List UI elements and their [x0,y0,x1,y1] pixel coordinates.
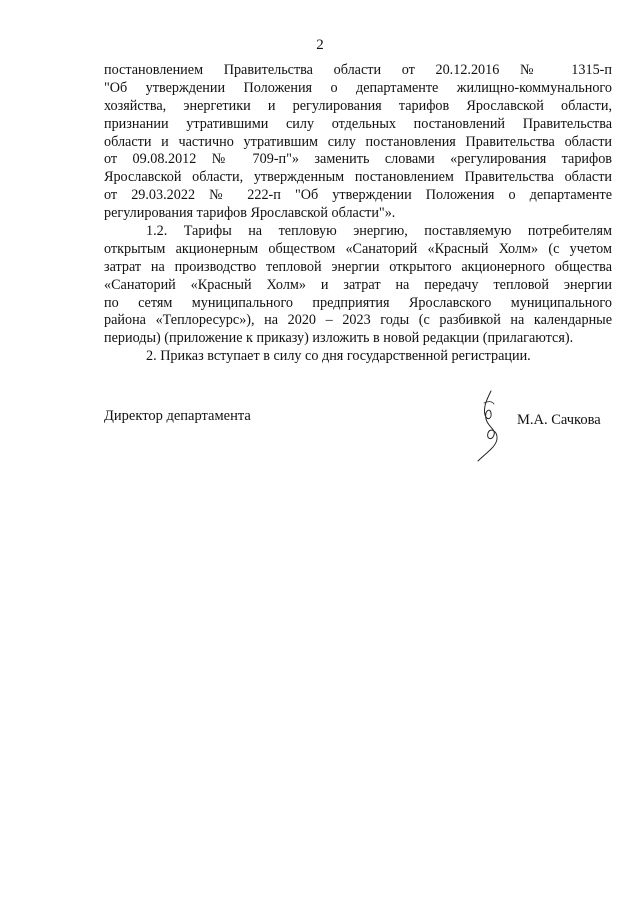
text-line: затрат на производство тепловой энергии открытого акционерного общества [104,258,612,275]
text-line: Ярославской области, утвержденным постановлением Правительства области [104,169,612,186]
document-body [104,62,612,366]
text-line: "Об утверждении Положения о департаменте жилищно-коммунального [104,79,612,96]
text-line: хозяйства, энергетики и регулирования тарифов Ярославской области, [104,97,612,114]
text-line: от 29.03.2022 № 222-п "Об утверждении Положения о департаменте [104,187,612,204]
text-line: признании утратившими силу отдельных постановлений Правительства [104,115,612,132]
text-line: области и частично утратившим силу постановления Правительства области [104,133,612,150]
handwritten-signature [470,385,510,465]
page-number: 2 [316,37,324,53]
text-line: по сетям муниципального предприятия Ярославского муниципального [104,294,612,311]
text-line: периоды) (приложение к приказу) изложить в новой редакции (прилагаются). [104,330,574,347]
text-line: района «Теплоресурс»), на 2020 – 2023 годы (с разбивкой на календарные [104,312,612,329]
text-line: 2. Приказ вступает в силу со дня государственной регистрации. [146,348,531,365]
signatory-name: М.А. Сачкова [517,412,601,428]
text-line: 1.2. Тарифы на тепловую энергию, поставляемую потребителям [146,223,612,240]
text-line: регулирования тарифов Ярославской области"». [104,205,396,222]
signatory-title: Директор департамента [104,408,251,424]
text-line: от 09.08.2012 № 709-п"» заменить словами «регулирования тарифов [104,151,612,168]
text-line: постановлением Правительства области от 20.12.2016 № 1315-п [104,62,612,78]
text-line: открытым акционерным обществом «Санаторий «Красный Холм» (с учетом [104,240,612,257]
text-line: «Санаторий «Красный Холм» и затрат на передачу тепловой энергии [104,276,612,293]
